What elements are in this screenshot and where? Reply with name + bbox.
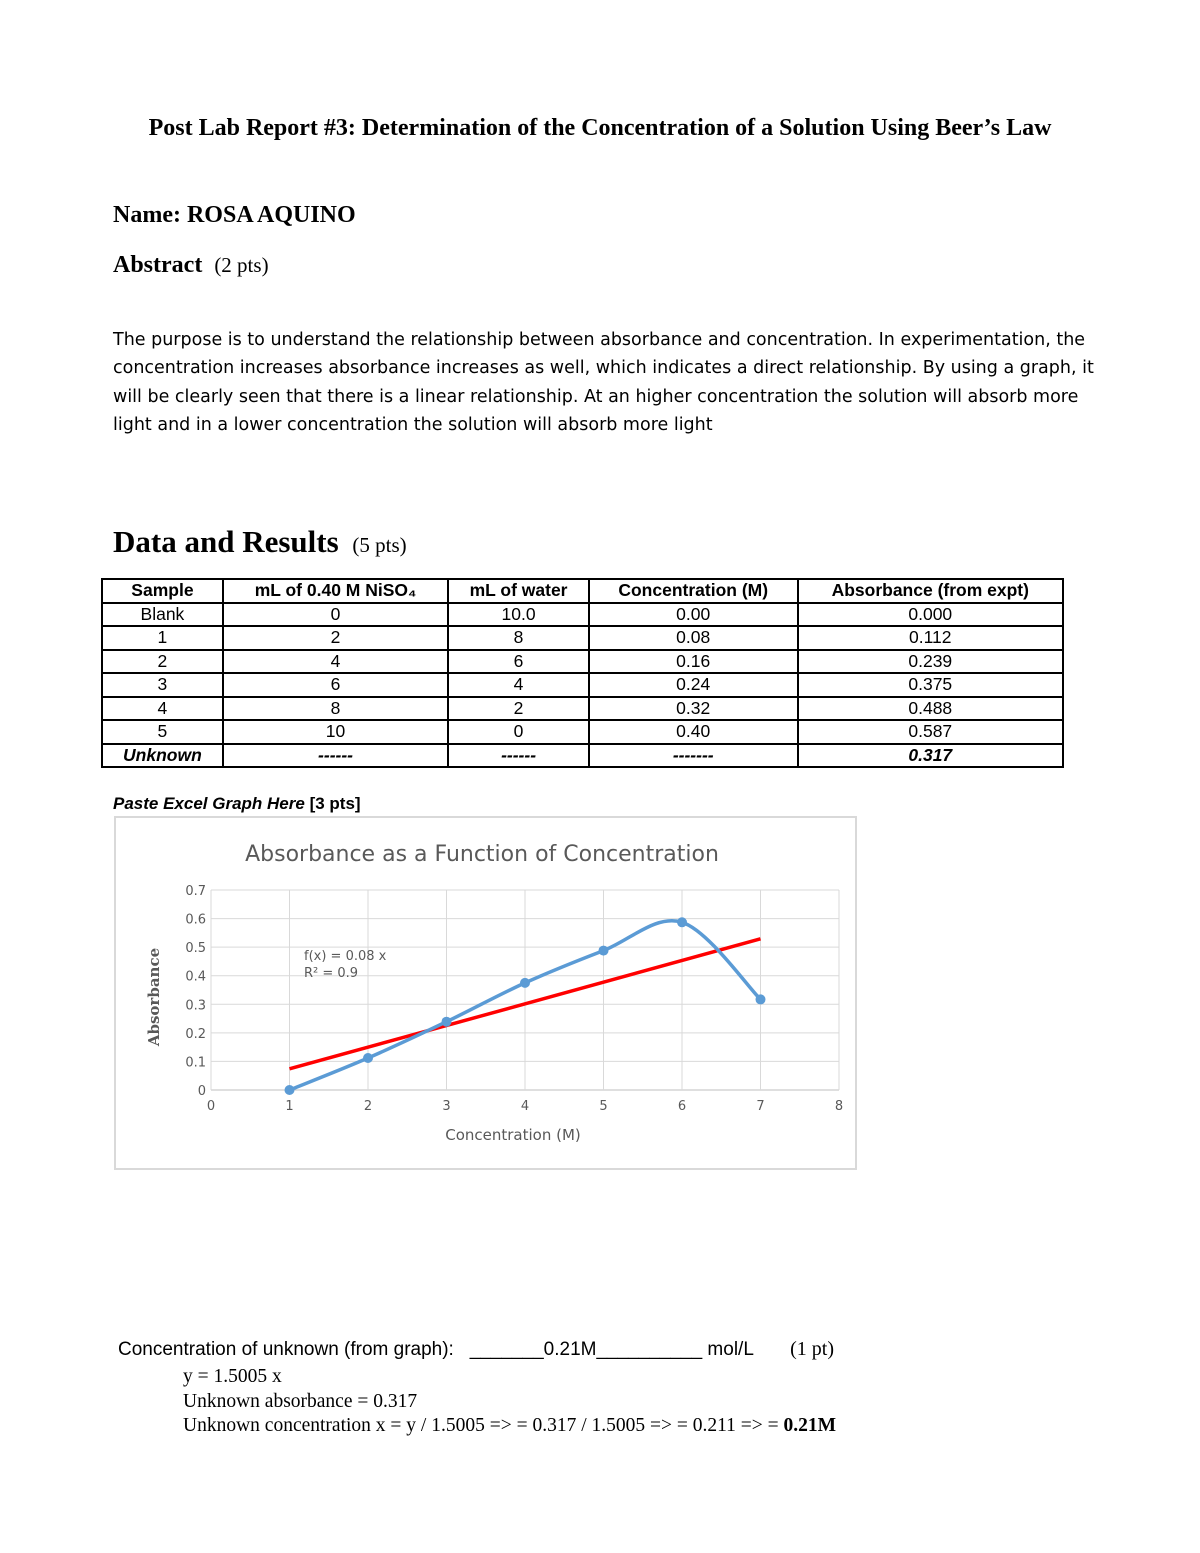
table-cell: ------- <box>589 744 798 768</box>
answer-unit: mol/L <box>707 1339 754 1360</box>
table-cell: 4 <box>448 673 589 697</box>
data-point <box>599 946 609 956</box>
table-cell: 0.16 <box>589 650 798 674</box>
table-cell: 0 <box>223 603 448 627</box>
trendline-equation: f(x) = 0.08 x <box>304 949 387 964</box>
table-cell: 0.000 <box>798 603 1063 627</box>
table-cell: 5 <box>102 720 223 744</box>
table-cell: 0.112 <box>798 626 1063 650</box>
abstract-heading: Abstract <box>113 252 203 278</box>
table-cell: 6 <box>448 650 589 674</box>
data-results-points: (5 pts) <box>352 533 407 557</box>
data-point <box>756 994 766 1004</box>
graph-points: [3 pts] <box>309 794 361 813</box>
table-header-cell: Sample <box>102 579 223 603</box>
data-point <box>442 1017 452 1027</box>
answer-line <box>118 1338 834 1361</box>
data-point <box>285 1085 295 1095</box>
table-row <box>102 626 1063 650</box>
table-cell: 3 <box>102 673 223 697</box>
y-tick-label: 0.1 <box>185 1055 206 1071</box>
table-cell: 0.32 <box>589 697 798 721</box>
x-tick-label: 7 <box>756 1099 765 1114</box>
table-cell: ------ <box>448 744 589 768</box>
table-cell: Blank <box>102 603 223 627</box>
answer-prompt: Concentration of unknown (from graph): <box>118 1339 454 1360</box>
table-cell: 0.317 <box>798 744 1063 768</box>
y-tick-label: 0.5 <box>185 941 206 957</box>
table-cell: 1 <box>102 626 223 650</box>
abstract-points: (2 pts) <box>214 253 269 277</box>
table-cell: 0.587 <box>798 720 1063 744</box>
answer-value: _______0.21M__________ <box>469 1339 703 1360</box>
table-header-cell: mL of 0.40 M NiSO₄ <box>223 579 448 603</box>
x-tick-label: 4 <box>520 1099 530 1114</box>
table-cell: 8 <box>223 697 448 721</box>
y-axis-ticks <box>185 884 206 1099</box>
table-cell: 2 <box>223 626 448 650</box>
calc-unknown-concentration-text: Unknown concentration x = y / 1.5005 => = 0.317 / 1.5005 => = 0.211 => = <box>183 1415 784 1436</box>
answer-points: (1 pt) <box>790 1338 835 1360</box>
table-cell: 0.375 <box>798 673 1063 697</box>
table-cell: 0.00 <box>589 603 798 627</box>
table-header-cell: mL of water <box>448 579 589 603</box>
x-tick-label: 2 <box>363 1099 373 1114</box>
table-header-row <box>102 579 1063 603</box>
table-cell: Unknown <box>102 744 223 768</box>
table-header-cell: Absorbance (from expt) <box>798 579 1063 603</box>
calc-unknown-concentration <box>183 1415 836 1437</box>
calc-unknown-absorbance: Unknown absorbance = 0.317 <box>183 1391 418 1412</box>
table-cell: 0.488 <box>798 697 1063 721</box>
y-tick-label: 0.4 <box>185 969 206 985</box>
x-axis-ticks <box>207 1099 843 1114</box>
table-row <box>102 673 1063 697</box>
data-point <box>677 917 687 927</box>
chart-gridlines <box>211 890 839 1090</box>
calc-result: 0.21M <box>783 1415 837 1436</box>
table-cell: 10.0 <box>448 603 589 627</box>
data-point <box>520 978 530 988</box>
y-tick-label: 0.3 <box>185 998 206 1014</box>
table-cell: 6 <box>223 673 448 697</box>
chart-frame <box>114 816 857 1170</box>
graph-section-label <box>113 794 361 814</box>
y-axis-label: Absorbance <box>145 947 163 1047</box>
table-header-cell: Concentration (M) <box>589 579 798 603</box>
x-tick-label: 5 <box>599 1099 608 1114</box>
table-cell: 0.08 <box>589 626 798 650</box>
y-tick-label: 0.7 <box>185 884 206 899</box>
results-table <box>101 578 1064 768</box>
calc-equation: y = 1.5005 x <box>183 1366 282 1387</box>
table-row <box>102 697 1063 721</box>
abstract-heading-row <box>113 252 269 279</box>
table-row <box>102 603 1063 627</box>
chart-title: Absorbance as a Function of Concentration <box>245 842 719 867</box>
x-tick-label: 8 <box>834 1099 844 1114</box>
x-tick-label: 6 <box>677 1099 687 1114</box>
abstract-text: The purpose is to understand the relationship between absorbance and concentration. In experimentation, the concentration increases absorbance increases as well, which indicates a direct relationship. By using a graph, it will be clearly seen that there is a linear relationship. At an higher concentration the solution will absorb more light and in a lower concentration the solution will absorb more light <box>113 330 1094 435</box>
x-tick-label: 1 <box>285 1099 294 1114</box>
table-cell: 0.40 <box>589 720 798 744</box>
table-cell: 0 <box>448 720 589 744</box>
table-cell: 0.24 <box>589 673 798 697</box>
x-axis-label: Concentration (M) <box>445 1126 581 1144</box>
data-results-heading-row <box>113 524 407 560</box>
y-tick-label: 0.2 <box>185 1026 206 1042</box>
table-cell: 4 <box>223 650 448 674</box>
y-tick-label: 0.6 <box>185 912 206 928</box>
y-tick-label: 0 <box>197 1084 206 1099</box>
table-cell: 10 <box>223 720 448 744</box>
data-point <box>363 1053 373 1063</box>
student-name: Name: ROSA AQUINO <box>113 202 356 228</box>
table-row-unknown <box>102 744 1063 768</box>
table-cell: ------ <box>223 744 448 768</box>
table-cell: 2 <box>448 697 589 721</box>
table-cell: 8 <box>448 626 589 650</box>
table-row <box>102 650 1063 674</box>
graph-label-text: Paste Excel Graph Here <box>113 794 305 813</box>
table-cell: 2 <box>102 650 223 674</box>
x-tick-label: 3 <box>442 1099 451 1114</box>
table-row <box>102 720 1063 744</box>
trendline-r-squared: R² = 0.9 <box>304 966 359 981</box>
data-results-heading: Data and Results <box>113 524 339 559</box>
page-title: Post Lab Report #3: Determination of the Concentration of a Solution Using Beer’s Law <box>148 115 1052 141</box>
x-tick-label: 0 <box>206 1099 216 1114</box>
absorbance-chart <box>116 818 855 1168</box>
table-cell: 0.239 <box>798 650 1063 674</box>
table-cell: 4 <box>102 697 223 721</box>
